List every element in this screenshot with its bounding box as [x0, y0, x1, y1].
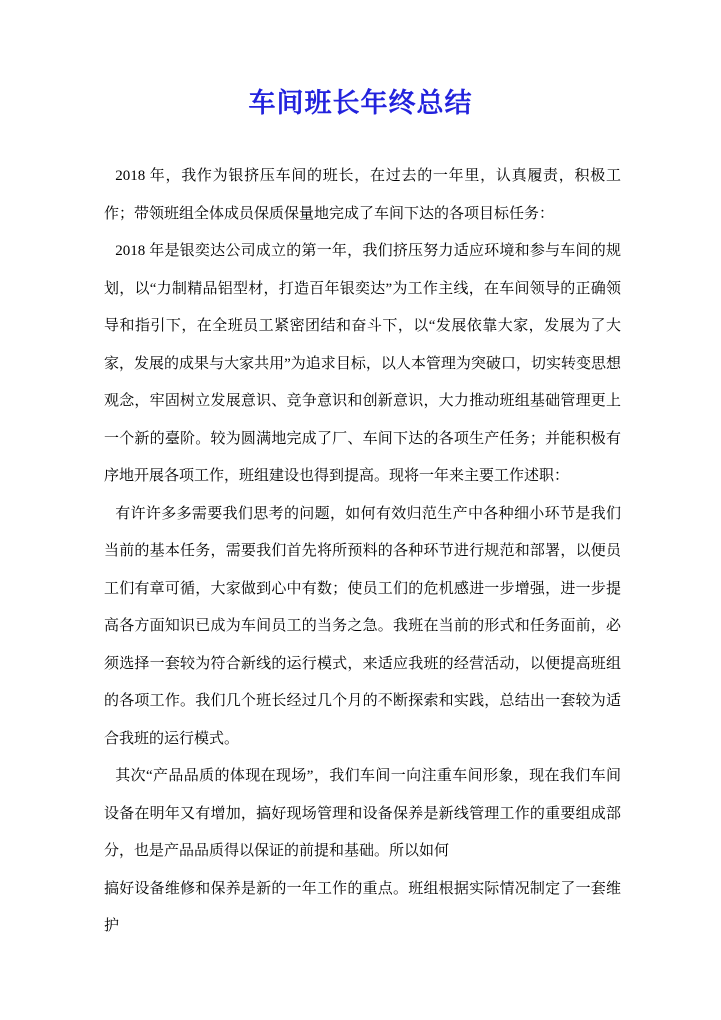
document-title: 车间班长年终总结 [248, 88, 473, 118]
paragraph: 有许许多多需要我们思考的问题，如何有效归范生产中各种细小环节是我们当前的基本任务，需要我们首先将所预料的各种环节进行规范和部署，以便员工们有章可循，大家做到心中有数；使员工们的危机感进一步增强，进一步提高各方面知识已成为车间员工的当务之急。我班在当前的形式和任务面前，必须选择一套较为符合新线的运行模式，来适应我班的经营活动，以便提高班组的各项工作。我们几个班长经过几个月的不断探索和实践，总结出一套较为适合我班的运行模式。 [104, 505, 621, 747]
document-body [104, 158, 621, 946]
paragraph: 2018 年是银奕达公司成立的第一年，我们挤压努力适应环境和参与车间的规划，以“力制精品铝型材，打造百年银奕达”为工作主线，在车间领导的正确领导和指引下，在全班员工紧密团结和奋斗下，以“发展依靠大家，发展为了大家，发展的成果与大家共用”为追求目标，以人本管理为突破口，切实转变思想观念，牢固树立发展意识、竞争意识和创新意识，大力推动班组基础管理更上一个新的臺阶。较为圆满地完成了厂、车间下达的各项生产任务；并能积极有序地开展各项工作，班组建设也得到提高。现将一年来主要工作述职： [104, 243, 621, 484]
paragraph: 2018 年，我作为银挤压车间的班长，在过去的一年里，认真履责，积极工作；带领班组全体成员保质保量地完成了车间下达的各项目标任务： [104, 168, 621, 222]
paragraph: 搞好设备维修和保养是新的一年工作的重点。班组根据实际情况制定了一套维护 [104, 880, 621, 934]
paragraph: 其次“产品品质的体现在现场”，我们车间一向注重车间形象，现在我们车间设备在明年又有增加，搞好现场管理和设备保养是新线管理工作的重要组成部分，也是产品品质得以保证的前提和基础。所以如何 [104, 768, 621, 859]
